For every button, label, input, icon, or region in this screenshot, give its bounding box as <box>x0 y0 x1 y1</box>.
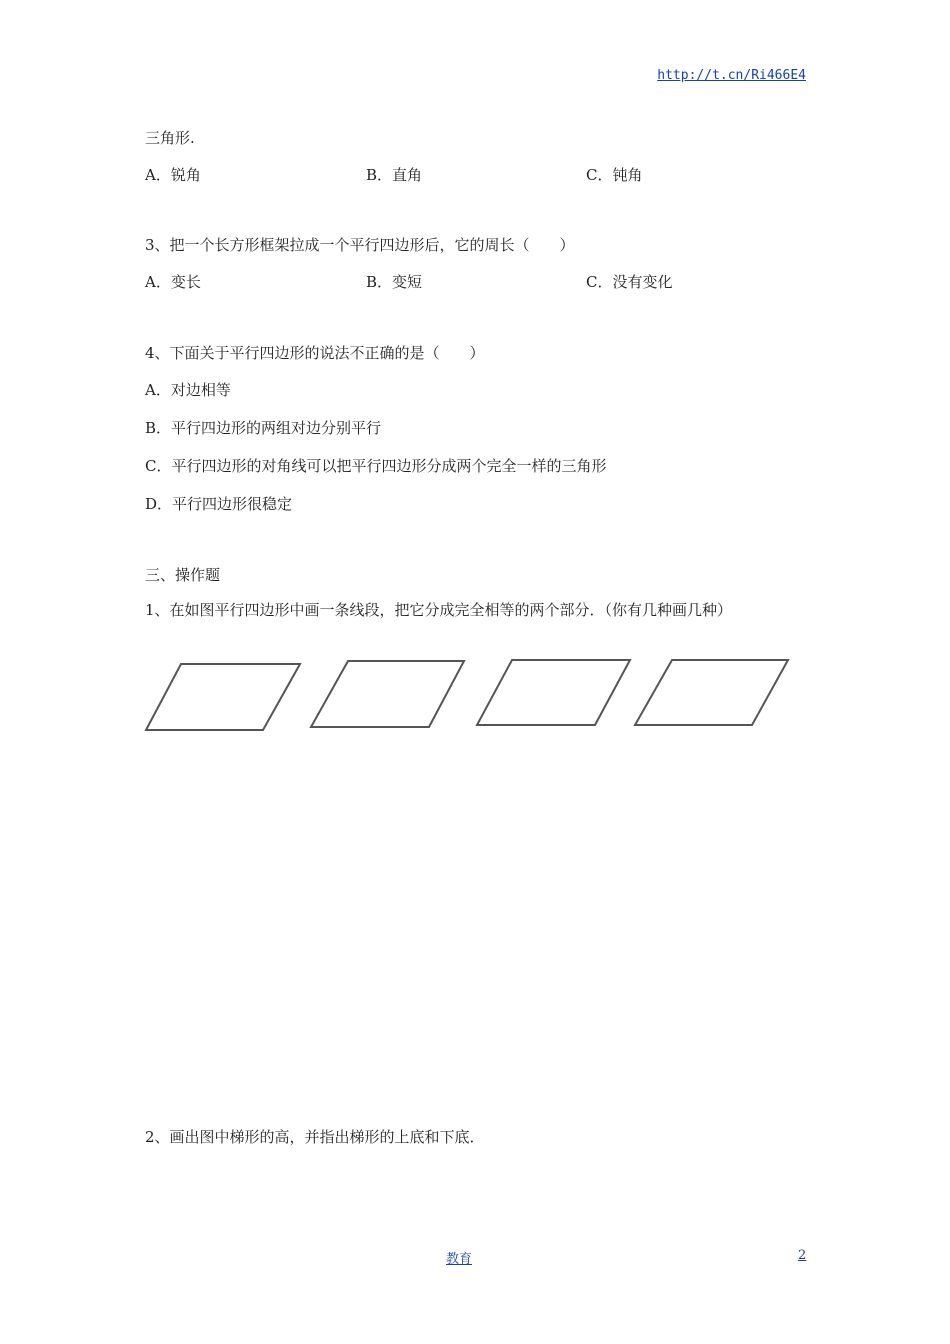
q3-option-b: B．变短 <box>366 273 423 291</box>
q3-text: 3、把一个长方形框架拉成一个平行四边形后，它的周长（ ） <box>145 236 575 254</box>
q3-option-c: C．没有变化 <box>586 273 673 291</box>
parallelogram-4 <box>635 660 788 725</box>
section3-q1-text: 1、在如图平行四边形中画一条线段，把它分成完全相等的两个部分．（你有几种画几种） <box>145 601 733 619</box>
q2-option-c: C．钝角 <box>586 166 643 184</box>
q2-tail-text: 三角形. <box>145 129 195 147</box>
section3-q2-text: 2、画出图中梯形的高，并指出梯形的上底和下底． <box>145 1128 485 1146</box>
q2-option-a: A．锐角 <box>145 166 201 184</box>
q4-option-b: B．平行四边形的两组对边分别平行 <box>145 419 382 437</box>
parallelogram-2 <box>311 661 464 727</box>
header-link[interactable]: http://t.cn/Ri466E4 <box>657 68 806 83</box>
parallelogram-3 <box>477 660 630 725</box>
q4-text: 4、下面关于平行四边形的说法不正确的是（ ） <box>145 344 485 362</box>
page-number[interactable]: 2 <box>798 1248 807 1263</box>
q4-option-c: C．平行四边形的对角线可以把平行四边形分成两个完全一样的三角形 <box>145 457 607 475</box>
q4-option-a: A．对边相等 <box>145 381 231 399</box>
parallelogram-1 <box>146 664 300 730</box>
q3-option-a: A．变长 <box>145 273 201 291</box>
section3-title: 三、操作题 <box>145 566 221 584</box>
footer-link[interactable]: 教育 <box>446 1252 473 1267</box>
q4-option-d: D．平行四边形很稳定 <box>145 495 293 513</box>
q2-option-b: B．直角 <box>366 166 423 184</box>
